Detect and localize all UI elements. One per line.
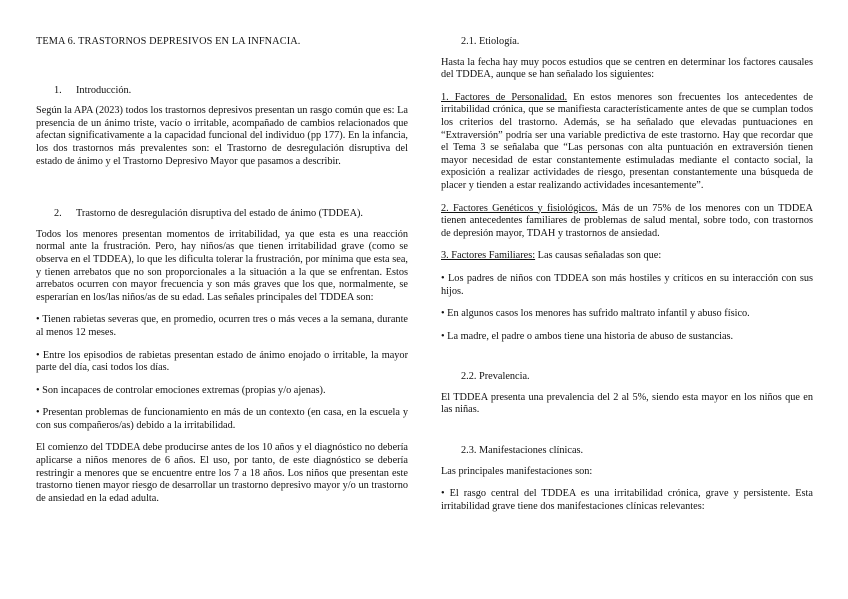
etiologia-intro: Hasta la fecha hay muy pocos estudios que se centren en determinar los factores causales del TDDEA, aunque se han señalado los siguientes:	[441, 56, 813, 81]
document-title: TEMA 6. TRASTORNOS DEPRESIVOS EN LA INFNACIA.	[36, 36, 301, 47]
manifestaciones-heading: 2.3. Manifestaciones clínicas.	[461, 445, 584, 457]
factor-personality	[441, 92, 813, 193]
onset-paragraph: El comienzo del TDDEA debe producirse antes de los 10 años y el diagnóstico no debería aplicarse a niños menores de 6 años. El uso, por tanto, de este diagnóstico se debería restringir a menores que se encuentre entre los 7 a 18 años. Los niños que presentan este trastorno tienen mayor riesgo de desarrollar un trastorno depresivo mayor y/o un trastorno de ansiedad en la edad adulta.	[36, 442, 408, 504]
tddea-paragraph: Todos los menores presentan momentos de irritabilidad, ya que esta es una reacción normal ante la frustración. Pero, hay niños/as que tienen irritabilidad grave (como se observa en el TDDEA), lo que les dificulta tolerar la frustración, por mínima que esta sea, y tienen arrebatos que no son proporcionales a la situación a la que se enfrentan. Estos arrebatos ocurren con mayor frecuencia y son más graves que los que, normalmente, se esperarían en los/las niños/as de su edad. Las señales principales del TDDEA son:	[36, 228, 408, 303]
section-1-heading	[36, 85, 408, 98]
list-item: • Entre los episodios de rabietas presentan estado de ánimo enojado o irritable, la mayor parte del día, casi todos los días.	[36, 349, 408, 374]
prevalencia-heading: 2.2. Prevalencia.	[461, 371, 530, 383]
left-column	[36, 36, 408, 505]
section-2-number: 2.	[54, 208, 62, 220]
list-item: • El rasgo central del TDDEA es una irritabilidad crónica, grave y persistente. Esta irritabilidad grave tiene dos manifestaciones clínicas relevantes:	[441, 488, 813, 512]
right-column	[441, 36, 813, 513]
section-2-heading	[36, 208, 408, 221]
section-1-number: 1.	[54, 84, 62, 96]
list-item: • Los padres de niños con TDDEA son más hostiles y críticos en su interacción con sus hijos.	[441, 272, 813, 297]
prevalencia-text: El TDDEA presenta una prevalencia del 2 al 5%, siendo esta mayor en los niños que en las niñas.	[441, 391, 813, 416]
factor-personality-text: En estos menores son frecuentes los antecedentes de irritabilidad crónica, que se manifiesta característicamente antes de que se cumplan todos los criterios del trastorno. Además, se ha señalado que elevadas puntuaciones en “Extraversión” podría ser una variable predictiva de este trastorno. Hay que recordar que el Tema 3 se señalaba que “Las personas con alta puntuación en extraversión tienen mayor necesidad de estar constantemente estimuladas mediante el contacto social, la exposición a realizar actividades de riesgo, presentan constantemente una búsqueda de placer y tienden a estar realizando actividades incesantemente”.	[441, 91, 813, 191]
factor-family-label: 3. Factores Familiares:	[441, 250, 536, 262]
factor-genetic-label: 2. Factores Genéticos y fisiológicos.	[441, 202, 598, 214]
list-item: • Tienen rabietas severas que, en promedio, ocurren tres o más veces a la semana, durante al menos 12 meses.	[36, 314, 408, 338]
factor-genetic	[441, 203, 813, 241]
manifestaciones-intro: Las principales manifestaciones son:	[441, 465, 593, 477]
intro-paragraph: Según la APA (2023) todos los trastornos depresivos presentan un rasgo común que es: La presencia de un ánimo triste, vacío o irritable, acompañado de cambios relacionados que afectan significativamente a la capacidad funcional del individuo (pp 177). En la infancia, los dos trastornos más prevalentes son: el Trastorno de desregulación disruptiva del estado de ánimo y el Trastorno Depresivo Mayor que pasamos a describir.	[36, 105, 408, 167]
section-2-title: Trastorno de desregulación disruptiva del estado de ánimo (TDDEA).	[76, 208, 364, 220]
list-item: • En algunos casos los menores has sufrido maltrato infantil y abuso físico.	[441, 308, 750, 320]
factor-family	[441, 250, 813, 263]
factor-family-text: Las causas señaladas son que:	[535, 250, 662, 262]
list-item: • La madre, el padre o ambos tiene una historia de abuso de sustancias.	[441, 330, 734, 342]
factor-genetic-text: Más de un 75% de los menores con un TDDEA tienen antecedentes familiares de problemas de salud mental, sobre todo, con trastornos de depresión mayor, TDAH y trastornos de ansiedad.	[441, 202, 813, 239]
factor-personality-label: 1. Factores de Personalidad.	[441, 91, 568, 103]
list-item: • Son incapaces de controlar emociones extremas (propias y/o ajenas).	[36, 384, 326, 396]
etiologia-heading: 2.1. Etiología.	[461, 36, 520, 47]
list-item: • Presentan problemas de funcionamiento en más de un contexto (en casa, en la escuela y con sus compañeros/as) debido a la irritabilidad.	[36, 407, 408, 431]
section-1-title: Introducción.	[76, 84, 132, 96]
